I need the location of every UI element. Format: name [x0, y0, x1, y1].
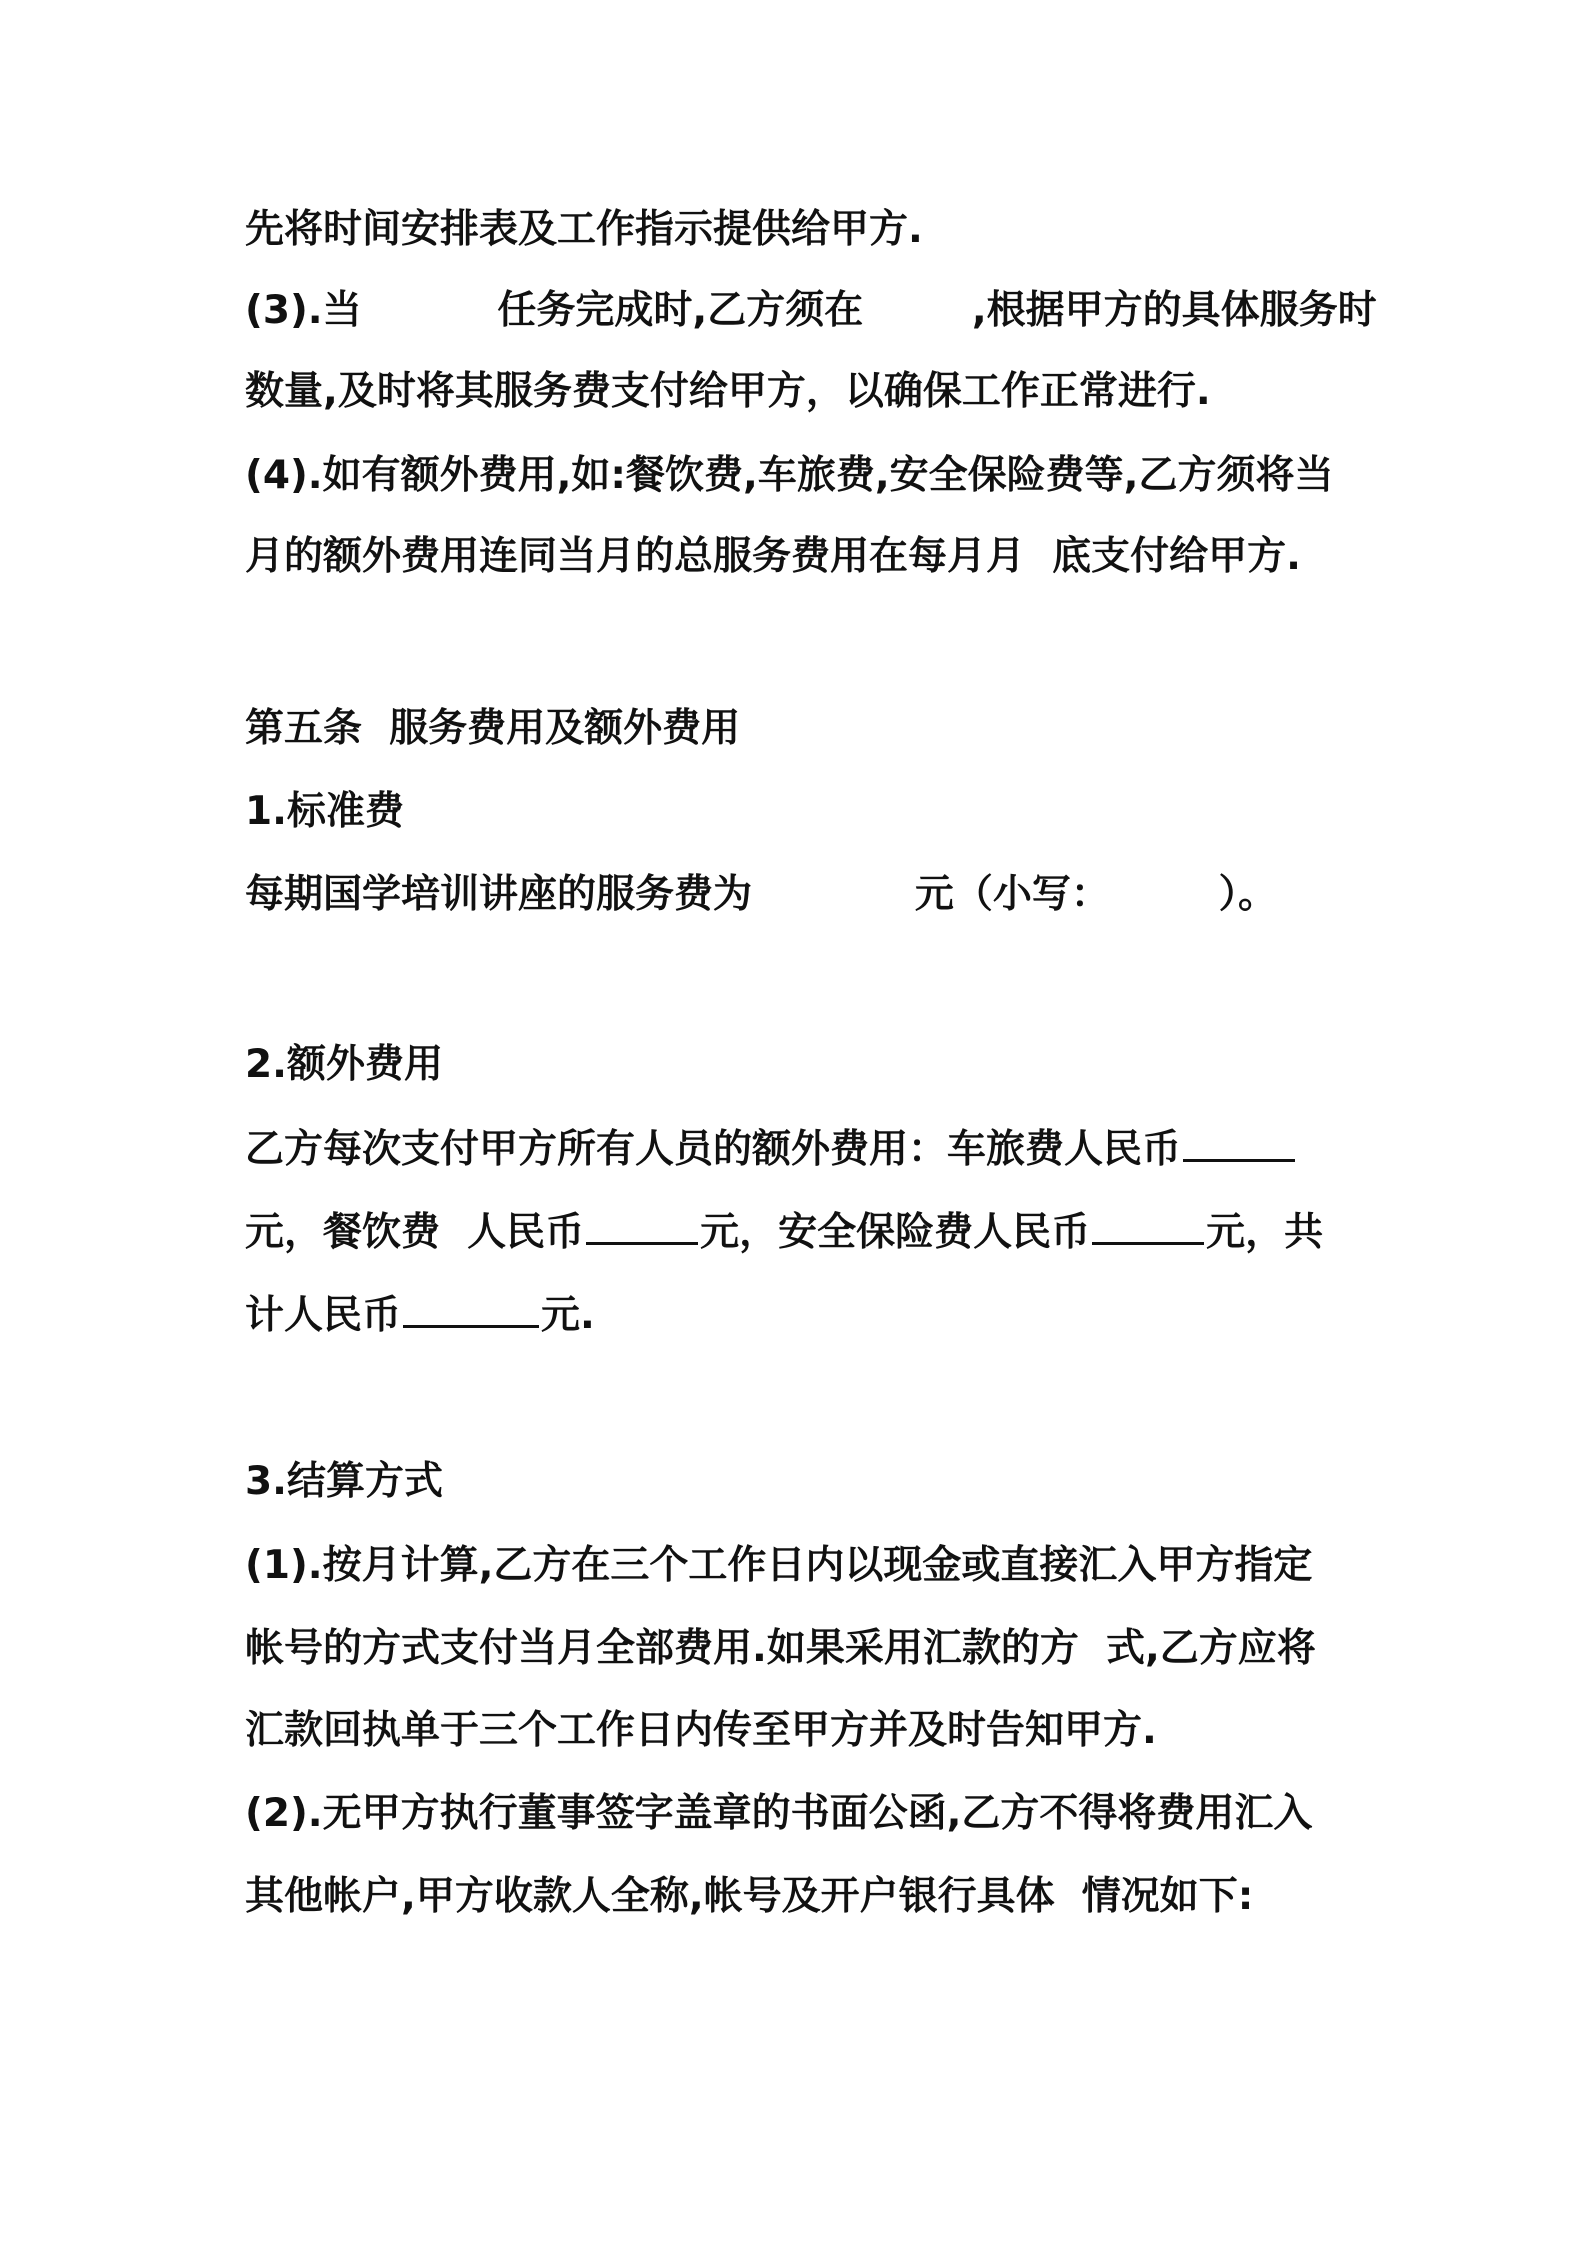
section-2-line-1 — [245, 1124, 1365, 1176]
section-2-line-1-text: 乙方每次支付甲方所有人员的额外费用：车旅费人民币 — [245, 1127, 1182, 1172]
section-2-line-3-a: 计人民币 — [245, 1293, 402, 1338]
article-5-title: 第五条 服务费用及额外费用 — [245, 706, 741, 751]
section-2-line-3 — [245, 1290, 1365, 1342]
section-2-line-2-a: 元，餐饮费 人民币 — [245, 1210, 585, 1255]
paragraph-line: 先将时间安排表及工作指示提供给甲方. — [245, 207, 923, 252]
meal-fee-blank — [586, 1208, 698, 1245]
section-1-title: 1.标准费 — [245, 789, 404, 834]
settlement-2-line-1: (2).无甲方执行董事签字盖章的书面公函,乙方不得将费用汇入 — [245, 1791, 1313, 1836]
clause-4-line-2: 月的额外费用连同当月的总服务费用在每月月 底支付给甲方. — [245, 534, 1301, 579]
section-2-line-2 — [245, 1207, 1365, 1259]
clause-3-line-1: (3).当 任务完成时,乙方须在 ,根据甲方的具体服务时 — [245, 288, 1377, 333]
section-1-text: 每期国学培训讲座的服务费为 元（小写： ）。 — [245, 872, 1278, 917]
settlement-1-line-1: (1).按月计算,乙方在三个工作日内以现金或直接汇入甲方指定 — [245, 1543, 1313, 1588]
clause-4-line-1: (4).如有额外费用,如:餐饮费,车旅费,安全保险费等,乙方须将当 — [245, 453, 1334, 498]
insurance-fee-blank — [1092, 1208, 1204, 1245]
settlement-2-line-2: 其他帐户,甲方收款人全称,帐号及开户银行具体 情况如下: — [245, 1874, 1254, 1919]
total-fee-blank — [403, 1291, 539, 1328]
section-2-line-3-b: 元. — [541, 1293, 595, 1338]
section-3-title: 3.结算方式 — [245, 1459, 443, 1504]
settlement-1-line-3: 汇款回执单于三个工作日内传至甲方并及时告知甲方. — [245, 1708, 1157, 1753]
section-2-title: 2.额外费用 — [245, 1042, 443, 1087]
clause-3-line-2: 数量,及时将其服务费支付给甲方，以确保工作正常进行. — [245, 369, 1211, 414]
section-2-line-2-c: 元，共 — [1206, 1210, 1324, 1255]
section-2-line-2-b: 元，安全保险费人民币 — [700, 1210, 1091, 1255]
settlement-1-line-2: 帐号的方式支付当月全部费用.如果采用汇款的方 式,乙方应将 — [245, 1626, 1316, 1671]
travel-fee-blank — [1183, 1125, 1295, 1162]
